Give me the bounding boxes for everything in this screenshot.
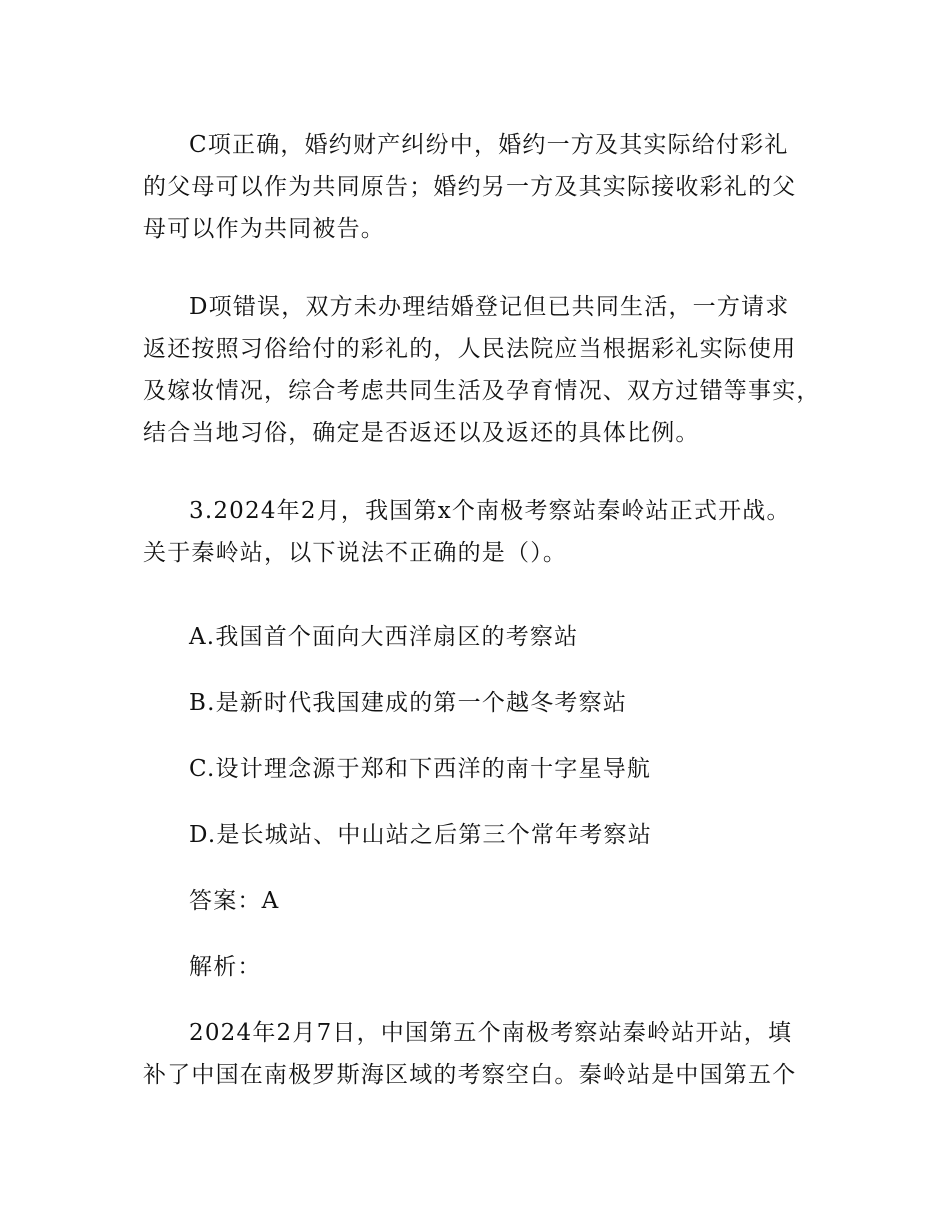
text-line: 结合当地习俗，确定是否返还以及返还的具体比例。 xyxy=(143,420,700,446)
option-c: C.设计理念源于郑和下西洋的南十字星导航 xyxy=(189,756,652,782)
paragraph-d-item xyxy=(143,286,833,454)
text-line: 返还按照习俗给付的彩礼的，人民法院应当根据彩礼实际使用 xyxy=(143,336,797,362)
option-a: A.我国首个面向大西洋扇区的考察站 xyxy=(189,624,579,650)
text-line: 补了中国在南极罗斯海区域的考察空白。秦岭站是中国第五个 xyxy=(143,1062,797,1088)
text-line: 及嫁妆情况，综合考虑共同生活及孕育情况、双方过错等事实， xyxy=(143,378,821,404)
question-stem-line: 3.2024年2月，我国第x个南极考察站秦岭站正式开战。 xyxy=(189,498,791,524)
option-b: B.是新时代我国建成的第一个越冬考察站 xyxy=(189,690,628,716)
text-line: 的父母可以作为共同原告；婚约另一方及其实际接收彩礼的父 xyxy=(143,174,797,200)
text-line: 2024年2月7日，中国第五个南极考察站秦岭站开站，填 xyxy=(189,1020,793,1046)
paragraph-explanation xyxy=(143,1012,833,1096)
text-line: C项正确，婚约财产纠纷中，婚约一方及其实际给付彩礼 xyxy=(189,132,789,158)
text-line: 母可以作为共同被告。 xyxy=(143,216,385,242)
text-line: D项错误，双方未办理结婚登记但已共同生活，一方请求 xyxy=(189,294,790,320)
analysis-label: 解析： xyxy=(189,954,262,980)
question-3 xyxy=(143,490,833,574)
question-stem-line: 关于秦岭站，以下说法不正确的是（）。 xyxy=(143,540,568,566)
answer-line: 答案：A xyxy=(189,888,280,914)
paragraph-c-item xyxy=(143,124,833,250)
option-d: D.是长城站、中山站之后第三个常年考察站 xyxy=(189,822,652,848)
